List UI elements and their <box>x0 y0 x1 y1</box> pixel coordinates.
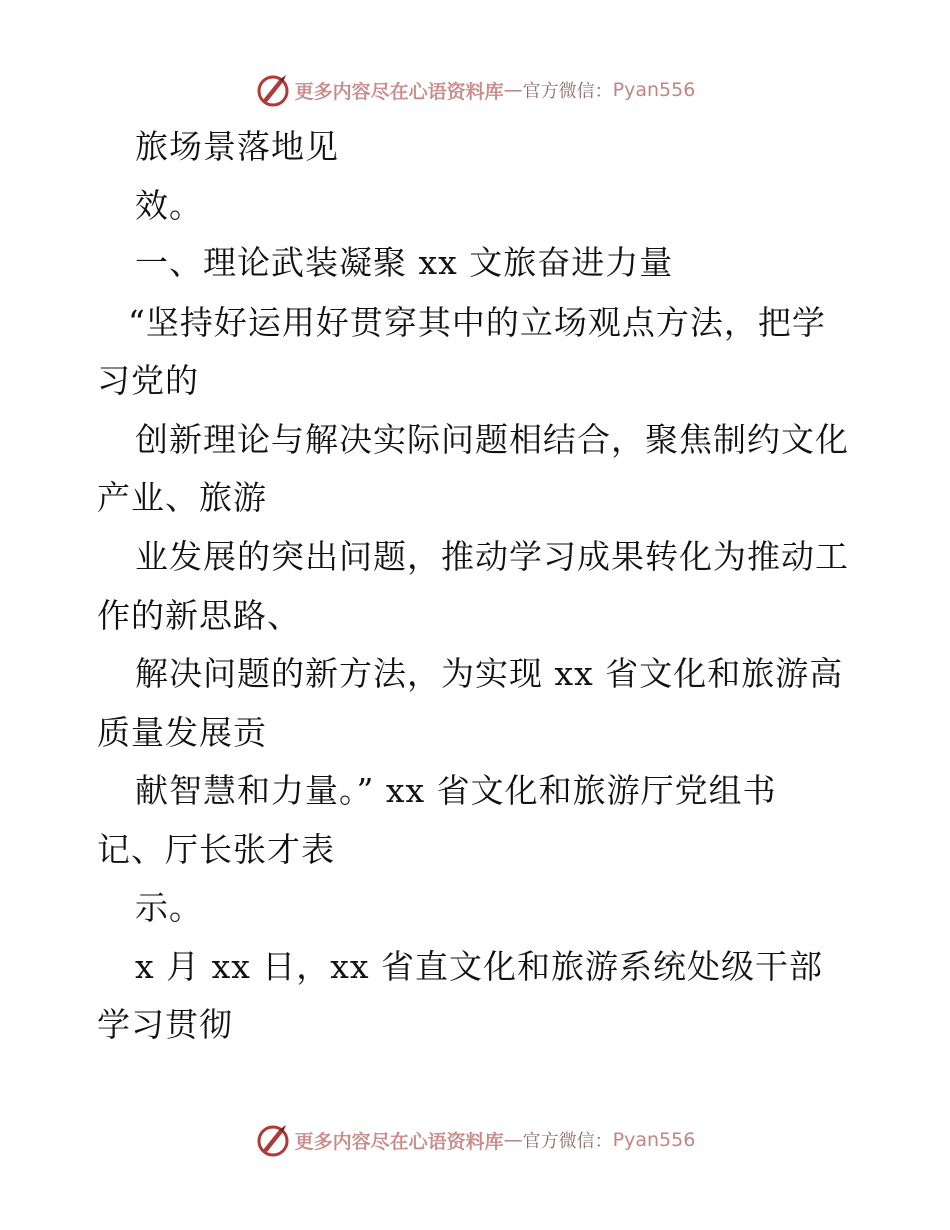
text-line: 产业、旅游 <box>97 478 267 517</box>
text-line: 记、厅长张才表 <box>97 830 335 869</box>
banner-text: 更多内容尽在心语资料库 <box>294 1130 504 1153</box>
banner-dash: — <box>503 1129 523 1151</box>
quill-logo-icon <box>255 72 291 108</box>
text-line: 示。 <box>135 888 203 927</box>
text-line: 旅场景落地见 <box>135 127 339 166</box>
banner-wechat-label: 官方微信： <box>522 81 613 102</box>
banner-dash: — <box>503 79 523 101</box>
text-line: x 月 xx 日，xx 省直文化和旅游系统处级干部 <box>135 947 824 986</box>
section-heading: 一、理论武装凝聚 xx 文旅奋进力量 <box>135 243 674 282</box>
text-line: 习党的 <box>97 361 199 400</box>
banner-text: 更多内容尽在心语资料库 <box>294 80 504 103</box>
text-line: 创新理论与解决实际问题相结合，聚焦制约文化 <box>135 420 849 459</box>
text-line: 作的新思路、 <box>97 596 301 635</box>
banner-wechat-label: 官方微信： <box>522 1131 613 1152</box>
text-line: “坚持好运用好贯穿其中的立场观点方法，把学 <box>128 303 826 342</box>
header-watermark <box>0 70 950 110</box>
text-line: 学习贯彻 <box>97 1005 233 1044</box>
banner-wechat-id: Pyan556 <box>612 79 696 101</box>
text-line: 质量发展贡 <box>97 713 267 752</box>
text-line: 献智慧和力量。” xx 省文化和旅游厅党组书 <box>135 771 777 810</box>
banner-wechat-id: Pyan556 <box>612 1129 696 1151</box>
text-line: 业发展的突出问题，推动学习成果转化为推动工 <box>135 537 849 576</box>
footer-watermark <box>0 1120 950 1160</box>
quill-logo-icon <box>255 1122 291 1158</box>
text-line: 解决问题的新方法，为实现 xx 省文化和旅游高 <box>135 654 844 693</box>
text-line: 效。 <box>135 186 203 225</box>
